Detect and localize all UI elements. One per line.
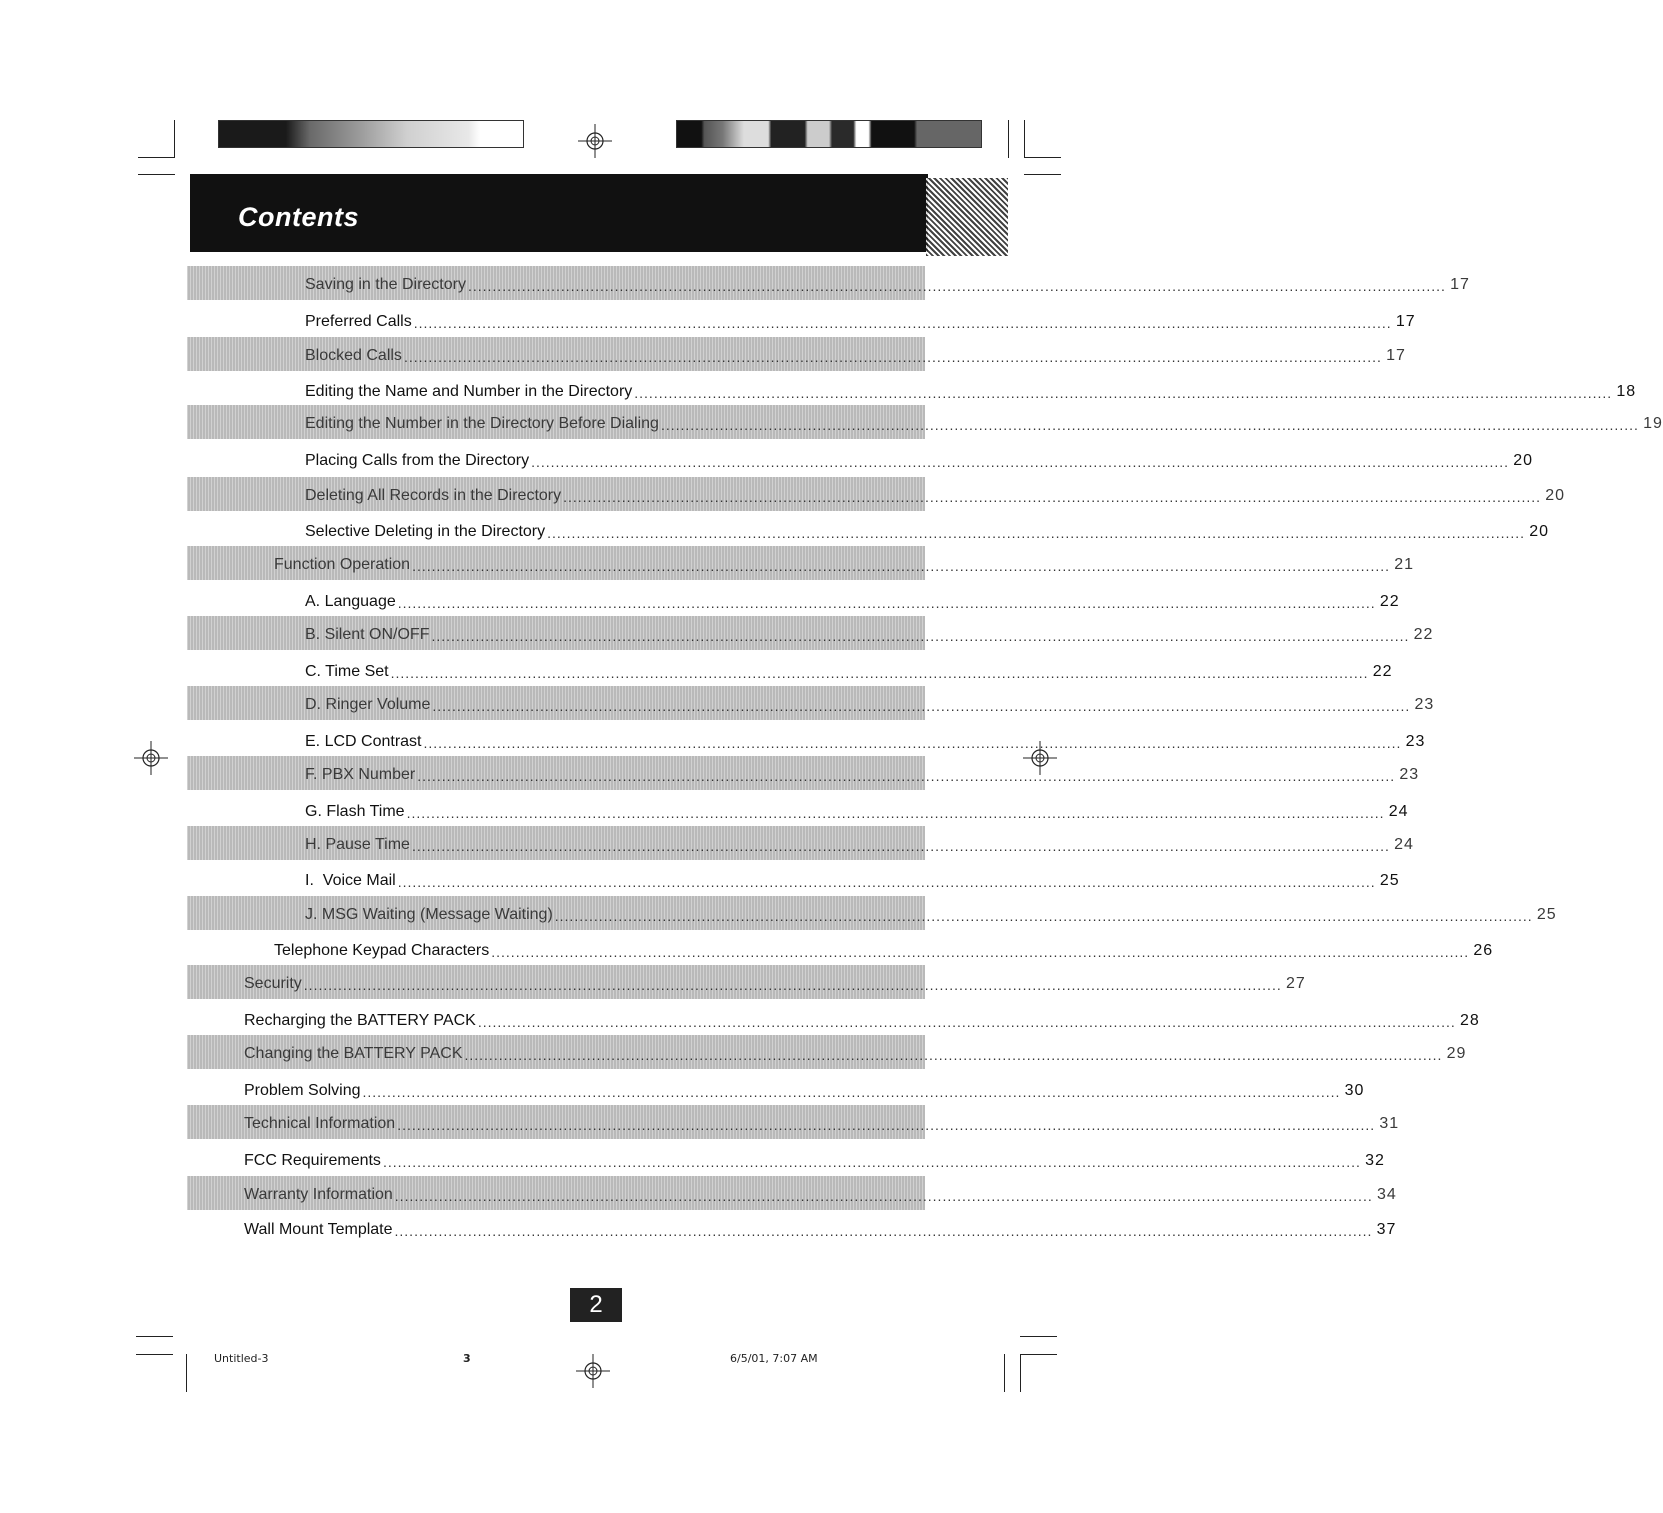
toc-entry-label: A. Language (305, 593, 396, 610)
toc-row (187, 723, 1426, 757)
toc-entry-page: 23 (1414, 696, 1435, 713)
registration-mark-icon (578, 124, 612, 158)
toc-entry-label: Selective Deleting in the Directory (305, 523, 546, 540)
dot-leader: ........................................................................................................................................................................................................ (531, 454, 1510, 470)
toc-entry (305, 762, 1420, 784)
toc-entry-label: Blocked Calls (305, 347, 402, 364)
dot-leader: ........................................................................................................................................................................................................ (303, 977, 1282, 993)
registration-mark-icon (576, 1354, 610, 1388)
crop-mark (138, 157, 175, 158)
toc-row (187, 1105, 1400, 1139)
toc-row (187, 965, 1306, 999)
page-number: 2 (570, 1288, 622, 1322)
toc-entry (305, 868, 1400, 890)
toc-entry (274, 938, 1494, 960)
toc-entry-label: Editing the Name and Number in the Directory (305, 383, 633, 400)
crop-mark (1020, 1336, 1057, 1337)
toc-entry-label: Security (244, 975, 302, 992)
toc-entry (244, 1078, 1365, 1100)
dot-leader: ........................................................................................................................................................................................................ (394, 1223, 1373, 1239)
toc-row (187, 896, 1557, 930)
toc-entry-page: 24 (1394, 836, 1414, 853)
toc-entry-page: 17 (1450, 276, 1470, 293)
dot-leader: ........................................................................................................................................................................................................ (394, 1188, 1373, 1204)
toc-entry (274, 552, 1415, 574)
toc-entry (305, 622, 1434, 644)
crop-mark (1024, 157, 1061, 158)
footer-sheet-number: 3 (463, 1352, 471, 1365)
color-bar-left (218, 120, 524, 148)
toc-entry-label: J. MSG Waiting (Message Waiting) (305, 906, 553, 923)
dot-leader: ........................................................................................................................................................................................................ (362, 1084, 1341, 1100)
toc-row (187, 686, 1435, 720)
toc-row (187, 1002, 1480, 1036)
toc-entry (305, 659, 1393, 681)
color-bar-right (676, 120, 982, 148)
toc-entry-page: 32 (1365, 1152, 1385, 1169)
toc-entry-page: 22 (1413, 626, 1434, 643)
toc-entry-label: Recharging the BATTERY PACK (244, 1012, 476, 1029)
toc-row (187, 546, 1415, 580)
toc-row (187, 1142, 1385, 1176)
toc-row (187, 932, 1494, 966)
toc-entry (244, 971, 1306, 993)
toc-entry-page: 26 (1473, 942, 1494, 959)
toc-row (187, 373, 1637, 407)
footer-file-name: Untitled-3 (214, 1352, 269, 1365)
toc-entry (244, 1111, 1400, 1133)
toc-entry-page: 17 (1386, 347, 1406, 364)
dot-leader: ........................................................................................................................................................................................................ (390, 665, 1369, 681)
toc-entry-label: Technical Information (244, 1115, 396, 1132)
toc-entry-label: Saving in the Directory (305, 276, 466, 293)
dot-leader: ........................................................................................................................................................................................................ (464, 1047, 1443, 1063)
dot-leader: ........................................................................................................................................................................................................ (554, 908, 1533, 924)
toc-entry-label: Editing the Number in the Directory Before Dialing (305, 415, 659, 432)
toc-entry (305, 729, 1426, 751)
toc-row (187, 337, 1406, 371)
dot-leader: ........................................................................................................................................................................................................ (417, 768, 1396, 784)
dot-leader: ........................................................................................................................................................................................................ (477, 1014, 1456, 1030)
toc-entry-label: Wall Mount Template (244, 1221, 393, 1238)
toc-row (187, 862, 1400, 896)
toc-row (187, 583, 1400, 617)
toc-entry-label: D. Ringer Volume (305, 696, 431, 713)
toc-row (187, 513, 1550, 547)
toc-row (187, 1176, 1397, 1210)
toc-row (187, 1211, 1397, 1245)
toc-entry-label: B. Silent ON/OFF (305, 626, 430, 643)
toc-entry-page: 37 (1376, 1221, 1397, 1238)
toc-entry-page: 20 (1513, 452, 1534, 469)
crop-mark (1024, 120, 1025, 158)
crop-mark (1020, 1354, 1021, 1392)
toc-entry (305, 832, 1414, 854)
toc-row (187, 442, 1534, 476)
toc-entry (244, 1008, 1480, 1030)
crop-mark (1004, 1354, 1005, 1392)
toc-row (187, 1072, 1365, 1106)
toc-entry (305, 692, 1435, 714)
toc-entry-label: H. Pause Time (305, 836, 410, 853)
toc-entry-label: Placing Calls from the Directory (305, 452, 530, 469)
dot-leader: ........................................................................................................................................................................................................ (467, 278, 1446, 294)
dot-leader: ........................................................................................................................................................................................................ (397, 595, 1376, 611)
toc-row (187, 756, 1420, 790)
toc-entry-page: 25 (1536, 906, 1557, 923)
toc-entry (244, 1217, 1397, 1239)
toc-entry-label: Changing the BATTERY PACK (244, 1045, 463, 1062)
toc-entry-label: Warranty Information (244, 1186, 393, 1203)
toc-entry (244, 1041, 1467, 1063)
toc-entry-label: G. Flash Time (305, 803, 405, 820)
toc-entry (305, 799, 1409, 821)
toc-entry-page: 23 (1399, 766, 1420, 783)
dot-leader: ........................................................................................................................................................................................................ (411, 838, 1390, 854)
crop-mark (1020, 1354, 1057, 1355)
dot-leader: ........................................................................................................................................................................................................ (432, 698, 1411, 714)
toc-entry-page: 24 (1388, 803, 1409, 820)
toc-entry-label: F. PBX Number (305, 766, 416, 783)
crop-mark (174, 120, 175, 158)
dot-leader: ........................................................................................................................................................................................................ (491, 944, 1470, 960)
toc-entry (305, 448, 1534, 470)
dot-leader: ........................................................................................................................................................................................................ (431, 628, 1410, 644)
dot-leader: ........................................................................................................................................................................................................ (412, 558, 1391, 574)
dot-leader: ........................................................................................................................................................................................................ (397, 1117, 1376, 1133)
toc-entry-page: 17 (1395, 313, 1416, 330)
dot-leader: ........................................................................................................................................................................................................ (403, 349, 1382, 365)
toc-entry (305, 379, 1637, 401)
toc-entry-label: Preferred Calls (305, 313, 412, 330)
toc-entry (305, 343, 1406, 365)
crop-mark (186, 1354, 187, 1392)
toc-entry (305, 411, 1663, 433)
crop-mark (138, 174, 175, 175)
toc-entry-page: 30 (1344, 1082, 1365, 1099)
toc-entry (305, 902, 1557, 924)
toc-entry-label: Telephone Keypad Characters (274, 942, 490, 959)
toc-entry-page: 22 (1379, 593, 1400, 610)
toc-row (187, 616, 1434, 650)
dot-leader: ........................................................................................................................................................................................................ (406, 805, 1385, 821)
toc-entry-page: 31 (1379, 1115, 1400, 1132)
toc-entry-label: Deleting All Records in the Directory (305, 487, 562, 504)
toc-entry-page: 19 (1643, 415, 1663, 432)
toc-row (187, 477, 1566, 511)
toc-entry-label: Problem Solving (244, 1082, 361, 1099)
toc-entry-label: FCC Requirements (244, 1152, 381, 1169)
toc-entry-page: 25 (1379, 872, 1400, 889)
toc-row (187, 303, 1416, 337)
dot-leader: ........................................................................................................................................................................................................ (660, 417, 1639, 433)
toc-entry-page: 23 (1405, 733, 1426, 750)
toc-entry (244, 1182, 1397, 1204)
toc-entry (305, 272, 1470, 294)
toc-entry (305, 589, 1400, 611)
toc-entry-page: 22 (1372, 663, 1393, 680)
toc-entry-page: 21 (1394, 556, 1415, 573)
toc-entry-page: 20 (1545, 487, 1566, 504)
contents-header (190, 174, 928, 252)
registration-mark-icon (134, 741, 168, 775)
toc-row (187, 1035, 1467, 1069)
footer-datetime: 6/5/01, 7:07 AM (730, 1352, 818, 1365)
toc-entry-label: I. Voice Mail (305, 872, 396, 889)
toc-entry-page: 20 (1529, 523, 1550, 540)
toc-entry-page: 27 (1285, 975, 1306, 992)
dot-leader: ........................................................................................................................................................................................................ (382, 1154, 1361, 1170)
toc-row (187, 405, 1663, 439)
toc-entry-page: 28 (1459, 1012, 1480, 1029)
dot-leader: ........................................................................................................................................................................................................ (423, 735, 1402, 751)
toc-entry (305, 519, 1550, 541)
dot-leader: ........................................................................................................................................................................................................ (563, 489, 1542, 505)
toc-entry-page: 34 (1376, 1186, 1397, 1203)
toc-row (187, 266, 1470, 300)
page-title: Contents (238, 202, 359, 232)
toc-row (187, 826, 1414, 860)
toc-row (187, 653, 1393, 687)
toc-entry-page: 18 (1616, 383, 1637, 400)
crop-mark (136, 1354, 173, 1355)
toc-entry (305, 483, 1566, 505)
dot-leader: ........................................................................................................................................................................................................ (634, 385, 1613, 401)
toc-entry (305, 309, 1416, 331)
dot-leader: ........................................................................................................................................................................................................ (397, 874, 1376, 890)
toc-entry (244, 1148, 1385, 1170)
toc-entry-page: 29 (1446, 1045, 1467, 1062)
crop-mark (1008, 120, 1009, 158)
toc-entry-label: Function Operation (274, 556, 411, 573)
scan-noise (926, 178, 1008, 256)
toc-row (187, 793, 1409, 827)
toc-entry-label: C. Time Set (305, 663, 389, 680)
dot-leader: ........................................................................................................................................................................................................ (413, 315, 1392, 331)
crop-mark (136, 1336, 173, 1337)
crop-mark (1024, 174, 1061, 175)
toc-entry-label: E. LCD Contrast (305, 733, 422, 750)
dot-leader: ........................................................................................................................................................................................................ (547, 525, 1526, 541)
